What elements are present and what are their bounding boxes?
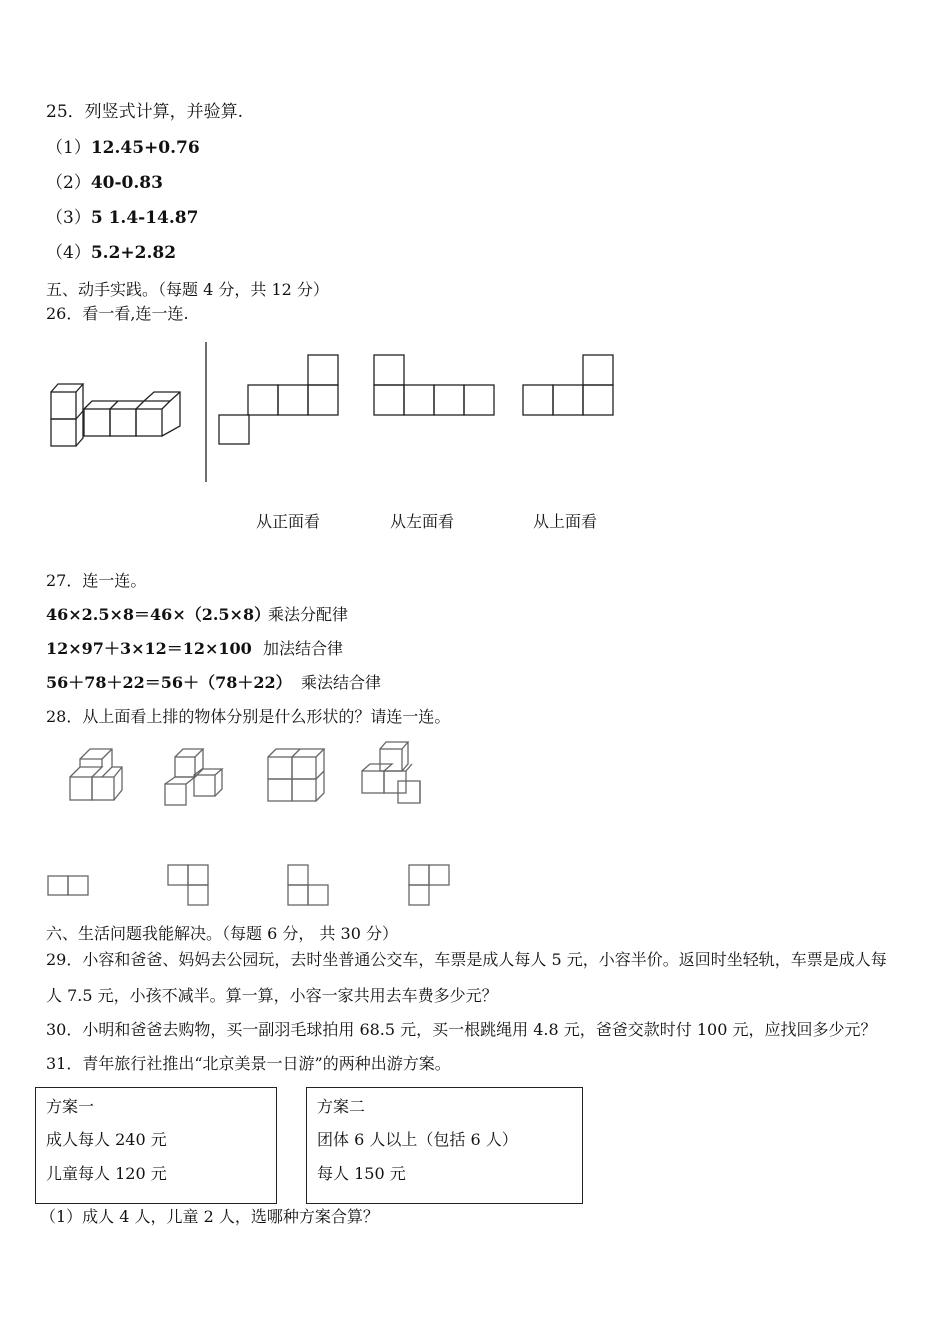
q28-figures — [0, 735, 500, 910]
q31-sub-1: （1）成人 4 人，儿童 2 人，选哪种方案合算？ — [40, 1207, 379, 1226]
section-5-heading: 五、动手实践。（每题 4 分，共 12 分） — [46, 280, 329, 299]
q27-title: 27．连一连。 — [46, 571, 147, 590]
q26-label-front: 从正面看 — [256, 512, 321, 531]
q25-item-num: （2） — [46, 173, 91, 193]
q28-solid-4 — [362, 742, 420, 803]
q31-plan-1-title: 方案一 — [46, 1097, 95, 1116]
q25-item-expr: 12.45+0.76 — [90, 138, 200, 158]
q31-plan-1-line-1: 成人每人 240 元 — [46, 1130, 167, 1149]
q31-plan-2-box — [306, 1087, 583, 1204]
q25-item-num: （3） — [46, 208, 91, 228]
q30-text: 30．小明和爸爸去购物，买一副羽毛球拍用 68.5 元，买一根跳绳用 4.8 元，爸爸交款时付 100 元，应找回多少元？ — [46, 1020, 877, 1039]
q26-figures — [0, 330, 700, 500]
q26-title: 26．看一看,连一连. — [46, 304, 189, 323]
q28-solid-1 — [70, 749, 122, 800]
q31-plan-1-box — [35, 1087, 277, 1204]
q31-title: 31．青年旅行社推出“北京美景一日游”的两种出游方案。 — [46, 1054, 451, 1073]
q27-law-2: 加法结合律 — [263, 639, 344, 658]
q29-line-1: 29．小容和爸爸、妈妈去公园玩，去时坐普通公交车，车票是成人每人 5 元，小容半价。返回时坐轻轨，车票是成人每 — [46, 950, 887, 969]
q31-plan-2-line-1: 团体 6 人以上（包括 6 人） — [317, 1130, 518, 1149]
q25-item-1 — [46, 138, 200, 158]
q29-line-2: 人 7.5 元，小孩不减半。算一算，小容一家共用去车费多少元？ — [46, 986, 498, 1005]
q26-view-b — [374, 355, 494, 415]
q28-view-3 — [288, 865, 328, 905]
q25-item-num: （4） — [46, 243, 91, 263]
q27-law-1: 乘法分配律 — [268, 605, 349, 624]
q31-plan-2-line-2: 每人 150 元 — [317, 1164, 406, 1183]
q26-view-a — [219, 355, 338, 444]
q27-expr-3: 56＋78＋22＝56＋（78＋22） — [46, 673, 292, 692]
q25-item-4 — [46, 243, 176, 263]
q26-label-left: 从左面看 — [390, 512, 455, 531]
q27-law-3: 乘法结合律 — [301, 673, 382, 692]
q28-view-4 — [409, 865, 449, 905]
q25-item-num: （1） — [46, 138, 91, 158]
q25-item-3 — [46, 208, 198, 228]
q26-view-c — [523, 355, 613, 415]
q25-item-expr: 5 1.4-14.87 — [90, 208, 199, 228]
q25-item-2 — [46, 173, 163, 193]
q28-view-2 — [168, 865, 208, 905]
section-6-heading: 六、生活问题我能解决。（每题 6 分， 共 30 分） — [46, 924, 398, 943]
q28-view-1 — [48, 876, 88, 895]
q26-label-top: 从上面看 — [533, 512, 598, 531]
q27-expr-2: 12×97＋3×12＝12×100 — [46, 639, 252, 658]
q28-solid-3 — [268, 749, 324, 801]
q27-expr-1: 46×2.5×8＝46×（2.5×8） — [46, 605, 271, 624]
q26-solid-cubes — [51, 384, 180, 446]
q28-title: 28．从上面看上排的物体分别是什么形状的？请连一连。 — [46, 707, 451, 726]
q28-solid-2 — [165, 749, 222, 805]
q25-item-expr: 40-0.83 — [90, 173, 163, 193]
q31-plan-2-title: 方案二 — [317, 1097, 366, 1116]
q31-plan-1-line-2: 儿童每人 120 元 — [46, 1164, 167, 1183]
q25-title: 25．列竖式计算，并验算. — [46, 102, 244, 122]
q25-item-expr: 5.2+2.82 — [90, 243, 177, 263]
